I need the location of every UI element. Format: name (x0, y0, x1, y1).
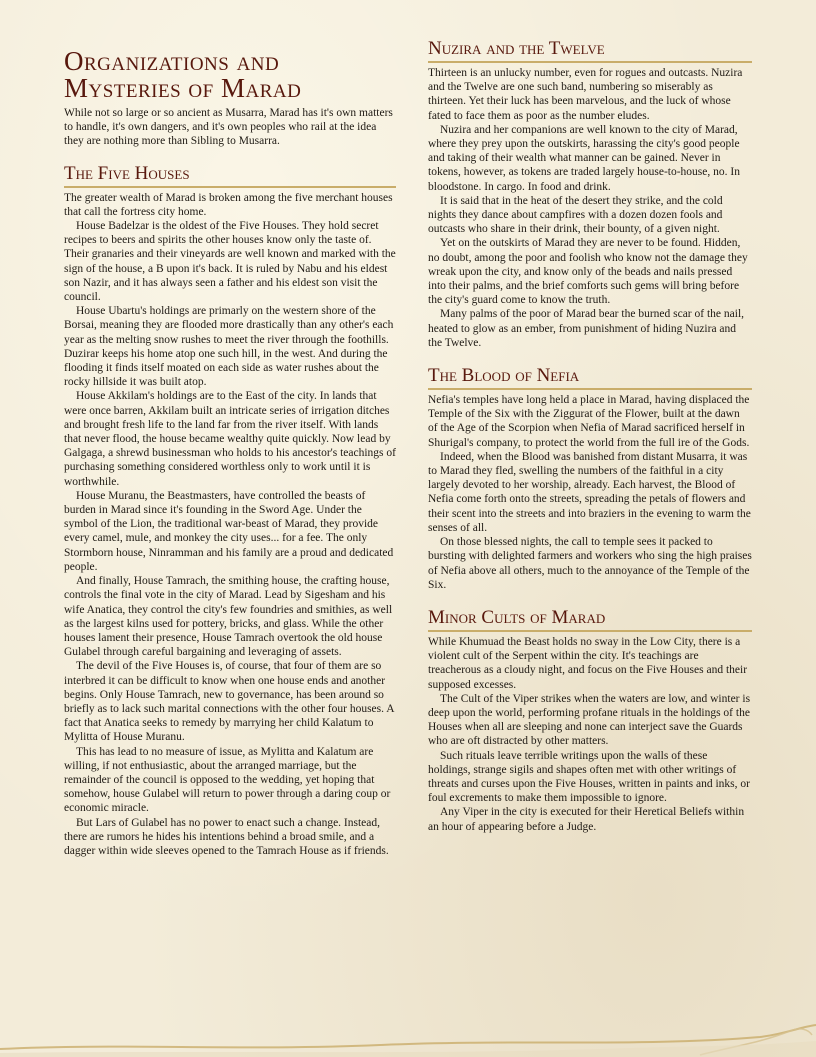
paragraph: House Akkilam's holdings are to the East of the city. In lands that were once barren, Akkilam built an intricate series of irrigation ditches and brought fresh life to the land far from the river itself. With lands that never flood, the house became wealthy quite quickly. Now lead by Galgaga, a shrewd businessman who holds to his ancestor's teachings of purchasing something considered worthless only to work until it is worthwhile. (64, 390, 396, 488)
paragraph: Nefia's temples have long held a place in Marad, having displaced the Temple of the Six with the Ziggurat of the Flower, built at the dawn of the Age of the Scorpion when Nefia of Marad sacrificed herself in Shurigal's company, to protect the world from the full ire of the Gods. (428, 394, 750, 449)
section-heading-blood-of-nefia: The Blood of Nefia (428, 365, 752, 390)
paragraph: Thirteen is an unlucky number, even for rogues and outcasts. Nuzira and the Twelve are one such band, numbering so miserably as thirteen. Yet their luck has been marvelous, and the luck of whose fated to face them as poor as the number eludes. (428, 67, 743, 122)
right-column (428, 38, 752, 834)
paragraph: House Muranu, the Beastmasters, have controlled the beasts of burden in Marad since it's founding in the Sword Age. Under the symbol of the Lion, the traditional war-beast of Marad, they provide every camel, mule, and monkey the city uses... for a fee. The only Stormborn house, Ninramman and his family are a proud and dedicated people. (64, 489, 394, 573)
paragraph: This has lead to no measure of issue, as Mylitta and Kalatum are willing, if not enthusiastic, about the arranged marriage, but the remainder of the council is opposed to the wedding, yet hoping that somehow, house Gulabel will return to power through a daring coup or economic miracle. (64, 745, 391, 815)
paragraph: The Cult of the Viper strikes when the waters are low, and winter is deep upon the world, performing profane rituals in the holdings of the Houses when all are sleeping and none can interject save the Guards who are oft distracted by other matters. (428, 692, 751, 748)
paragraph: House Badelzar is the oldest of the Five Houses. They hold secret recipes to beers and spirits the other houses know only the taste of. Their granaries and their vineyards are well known and marked with the sign of the house, a B upon it's back. It is ruled by Nabu and his eldest son Nazir, and it has always seen a father and his eldest son visit the council. (64, 220, 396, 304)
paragraph: It is said that in the heat of the desert they strike, and the cold nights they dance about campfires with a dozen dozen fools and outcasts who share in their drink, their bounty, of a given night. (428, 194, 723, 236)
section-heading-minor-cults: Minor Cults of Marad (428, 607, 752, 632)
footer-flourish-icon (0, 1017, 816, 1057)
paragraph: House Ubartu's holdings are primarly on the western shore of the Borsai, meaning they are flooded more drastically than any other's each year as the melting snow rushes to meet the river through the foothills. Duzirar keeps his home atop one such hill, in the west. And during the flooding it finds itself moated on each side as water rushes about the rocky hillside it was built atop. (64, 305, 394, 389)
page-title (64, 48, 396, 102)
paragraph: Indeed, when the Blood was banished from distant Musarra, it was to Marad they fled, swelling the numbers of the faithful in a city largely devoted to her worship, already. Each harvest, the Blood of Nefia come forth onto the streets, spreading the petals of flowers and their scent into the streets and into braziers in the evening to warm the senses of all. (428, 450, 751, 534)
paragraph: Yet on the outskirts of Marad they are never to be found. Hidden, no doubt, among the poor and foolish who know not the damage they wreak upon the city, and know only of the beads and nails pressed into their palms, and the brief comforts such gems will bring before the city's guard come to know the truth. (428, 237, 748, 307)
paragraph: The devil of the Five Houses is, of course, that four of them are so interbred it can be difficult to know when one house ends and another begins. Only House Tamrach, new to governance, has been around so briefly as to lack such marital connections with the other four houses. A fact that Anatica seeks to remedy by marrying her child Kalatum to Mylitta of House Muranu. (64, 660, 394, 744)
paragraph: The greater wealth of Marad is broken among the five merchant houses that call the fortress city home. (64, 191, 393, 218)
paragraph: On those blessed nights, the call to temple sees it packed to bursting with delighted farmers and workers who sing the high praises of Nefia above all others, much to the annoyance of the Temple of the Six. (428, 536, 752, 591)
page-title-line-2: Mysteries of Marad (64, 73, 302, 103)
section-heading-five-houses: The Five Houses (64, 163, 396, 188)
paragraph: Nuzira and her companions are well known to the city of Marad, where they prey upon the outskirts, harassing the city's good people and taking of their wealth what manner can be gained. Never in tokens, however, as tokens are traded largely house-to-house, no. In bloodstone. In cargo. In food and drink. (428, 123, 740, 193)
paragraph: While Khumuad the Beast holds no sway in the Low City, there is a violent cult of the Serpent within the city. It's teachings are treacherous as a cloudy night, and focus on the Five Houses and their supposed excesses. (428, 635, 748, 691)
left-column (64, 38, 396, 858)
footer-flourish-stroke (0, 1025, 816, 1049)
paragraph: But Lars of Gulabel has no power to enact such a change. Instead, there are rumors he hides his intentions behind a broad smile, and a dagger within wide sleeves opened to the Tamrach House as if friends. (64, 816, 389, 857)
page-title-line-1: Organizations and (64, 46, 280, 76)
intro-paragraph: While not so large or so ancient as Musarra, Marad has it's own matters to handle, it's own dangers, and it's own peoples who rail at the idea they are nothing more than Sibling to Musarra. (64, 107, 393, 148)
section-heading-nuzira: Nuzira and the Twelve (428, 38, 752, 63)
paragraph: Such rituals leave terrible writings upon the walls of these holdings, strange sigils and shapes often met with other writings of threats and curses upon the Five Houses, written in paints and inks, or foul excrements to make them impossible to ignore. (428, 749, 750, 805)
paragraph: Any Viper in the city is executed for their Heretical Beliefs within an hour of appearing before a Judge. (428, 806, 745, 833)
paragraph: Many palms of the poor of Marad bear the burned scar of the nail, heated to glow as an ember, from punishment of hiding Nuzira and the Twelve. (428, 308, 745, 349)
paragraph: And finally, House Tamrach, the smithing house, the crafting house, controls the final vote in the city of Marad. Lead by Sigesham and his wife Anatica, they control the city's few foundries and smithies, as well as the largest kilns used for pottery, bricks, and glass. While the other houses lament their presence, House Tamrach overtook the old house Gulabel through careful bargaining and leveraging of assets. (64, 575, 393, 659)
